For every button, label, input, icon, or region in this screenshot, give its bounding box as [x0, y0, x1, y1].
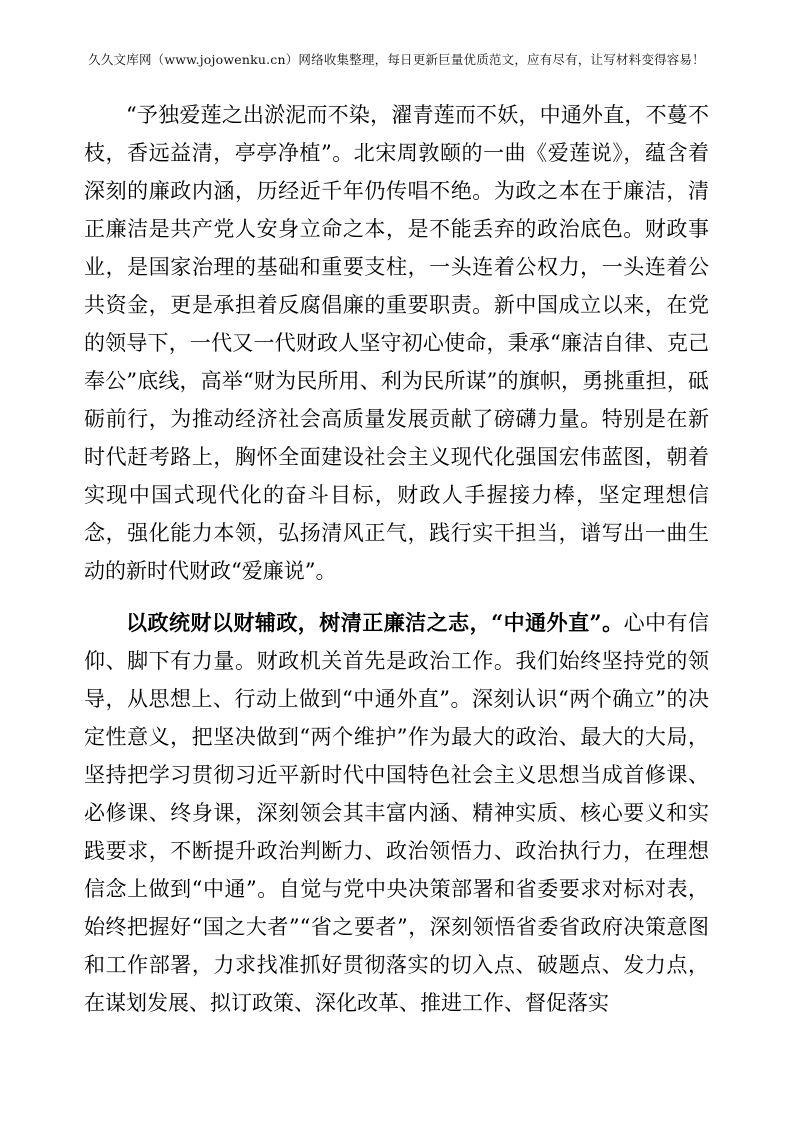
document-body [84, 96, 709, 1022]
page-header: 久久文库网（www.jojowenku.cn）网络收集整理，每日更新巨量优质范文，应有尽有，让写材料变得容易！ [88, 52, 705, 67]
paragraph-1 [84, 96, 709, 590]
paragraph-2-lead: 以政统财以财辅政，树清正廉洁之志，“中通外直”。 [126, 610, 624, 635]
paragraph-2 [84, 604, 709, 1022]
paragraph-2-text: 心中有信仰、脚下有力量。财政机关首先是政治工作。我们始终坚持党的领导，从思想上、行动上做到“中通外直”。深刻认识“两个确立”的决定性意义，把坚决做到“两个维护”作为最大的政治、最大的大局，坚持把学习贯彻习近平新时代中国特色社会主义思想当成首修课、必修课、终身课，深刻领会其丰富内涵、精神实质、核心要义和实践要求，不断提升政治判断力、政治领悟力、政治执行力，在理想信念上做到“中通”。自觉与党中央决策部署和省委要求对标对表，始终把握好“国之大者”“省之要者”，深刻领悟省委省政府决策意图和工作部署，力求找准抓好贯彻落实的切入点、破题点、发力点，在谋划发展、拟订政策、深化改革、推进工作、督促落实 [84, 611, 710, 1015]
paragraph-1-text: “予独爱莲之出淤泥而不染，濯青莲而不妖，中通外直，不蔓不枝，香远益清，亭亭净植”。北宋周敦颐的一曲《爱莲说》，蕴含着深刻的廉政内涵，历经近千年仍传唱不绝。为政之本在于廉洁，清正廉洁是共产党人安身立命之本，是不能丢弃的政治底色。财政事业，是国家治理的基础和重要支柱，一头连着公权力，一头连着公共资金，更是承担着反腐倡廉的重要职责。新中国成立以来，在党的领导下，一代又一代财政人坚守初心使命，秉承“廉洁自律、克己奉公”底线，高举“财为民所用、利为民所谋”的旗帜，勇挑重担，砥砺前行，为推动经济社会高质量发展贡献了磅礴力量。特别是在新时代赶考路上，胸怀全面建设社会主义现代化强国宏伟蓝图，朝着实现中国式现代化的奋斗目标，财政人手握接力棒，坚定理想信念，强化能力本领，弘扬清风正气，践行实干担当，谱写出一曲生动的新时代财政“爱廉说”。 [84, 103, 709, 583]
